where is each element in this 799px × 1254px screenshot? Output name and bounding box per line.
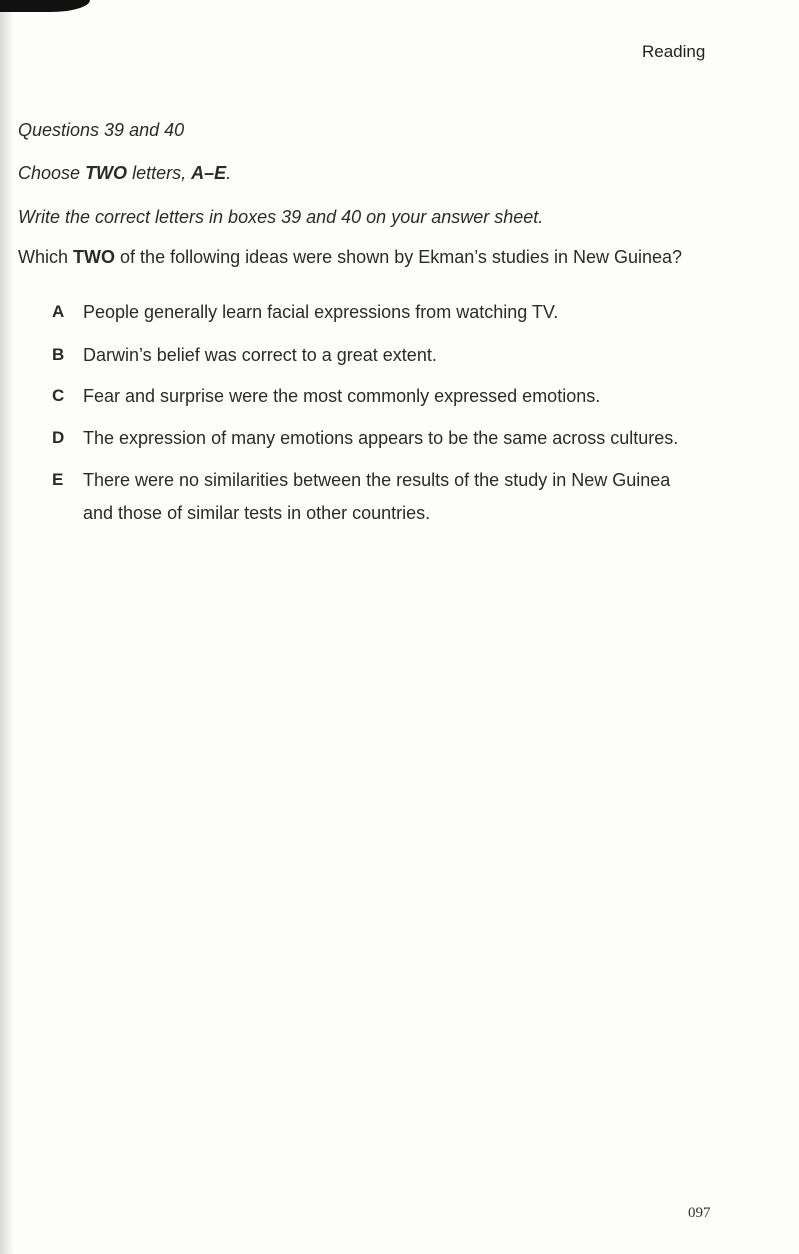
option-text: The expression of many emotions appears to be the same across cultures.	[83, 428, 679, 448]
spine-shadow	[0, 0, 14, 1254]
page-number: 097	[688, 1205, 711, 1221]
write-instruction-text: Write the correct letters in boxes 39 and 40 on your answer sheet.	[18, 207, 544, 227]
option-letter: A	[52, 302, 65, 321]
option-e	[52, 470, 732, 530]
choose-mid: letters,	[132, 163, 187, 183]
section-label: Reading	[642, 42, 706, 61]
choose-count: TWO	[85, 163, 128, 183]
write-instruction	[18, 207, 543, 228]
corner-mark	[0, 0, 90, 12]
question-stem	[18, 247, 682, 268]
option-c	[52, 386, 732, 413]
question-rest: of the following ideas were shown by Ekman’s studies in New Guinea?	[120, 247, 683, 267]
option-letter: B	[52, 345, 65, 364]
choose-prefix: Choose	[18, 163, 81, 183]
option-letter: E	[52, 470, 64, 489]
option-text: Fear and surprise were the most commonly expressed emotions.	[83, 386, 601, 406]
option-text: There were no similarities between the results of the study in New Guinea and those of similar tests in other countries.	[83, 470, 671, 523]
question-prefix: Which	[18, 247, 69, 267]
option-text: Darwin’s belief was correct to a great extent.	[83, 345, 437, 365]
questions-heading-text: Questions 39 and 40	[18, 120, 185, 140]
question-emphasis: TWO	[73, 247, 116, 267]
option-d	[52, 428, 732, 455]
choose-end: .	[226, 163, 232, 183]
option-b	[52, 345, 732, 372]
option-letter: C	[52, 386, 65, 405]
option-a	[52, 302, 732, 329]
option-text: People generally learn facial expressions from watching TV.	[83, 302, 559, 322]
choose-instruction	[18, 163, 231, 184]
running-head	[642, 42, 705, 62]
option-letter: D	[52, 428, 65, 447]
choose-range: A–E	[191, 163, 227, 183]
questions-heading	[18, 120, 184, 141]
